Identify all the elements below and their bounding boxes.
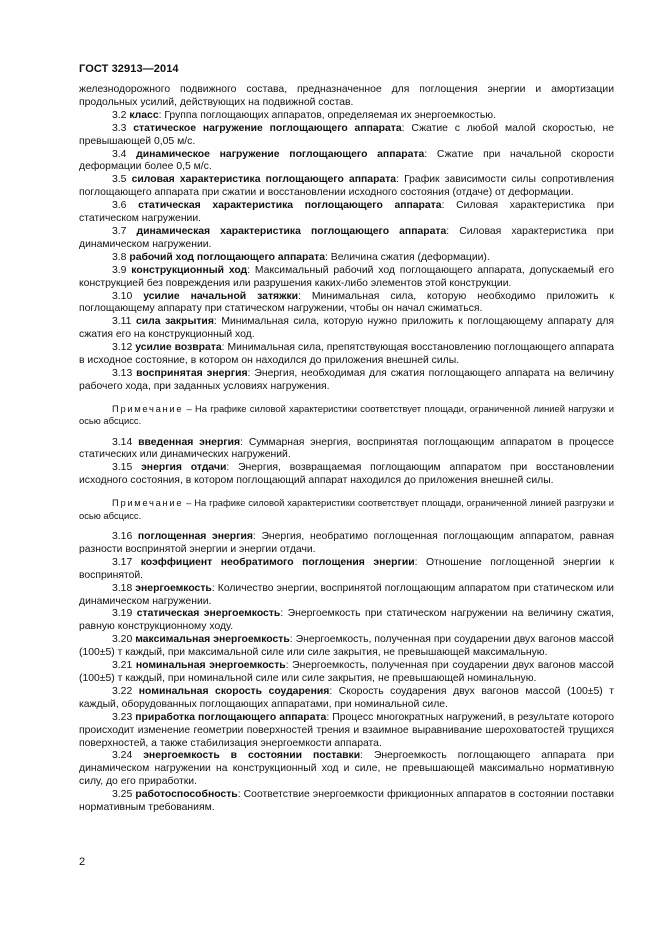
document-header: ГОСТ 32913—2014 [79,63,179,75]
term-paragraph: 3.17 коэффициент необратимого поглощения энергии: Отношение поглощенной энергии к воспринятой. [79,556,614,581]
term-paragraph: 3.4 динамическое нагружение поглощающего аппарата: Сжатие при начальной скорости деформации более 0,5 м/с. [79,148,614,173]
term-paragraph: 3.10 усилие начальной затяжки: Минимальная сила, которую необходимо приложить к поглощающему аппарату при статическом нагружении, чтобы он начал сжиматься. [79,290,615,315]
term-paragraph: 3.25 работоспособность: Соответствие энергоемкости фрикционных аппаратов в состоянии поставки нормативным требованиям. [79,789,614,814]
note-2: Примечание – На графике силовой характеристики соответствует площади, ограниченной линией разгрузки и осью абсцисс. [79,497,614,521]
term-paragraph: 3.16 поглощенная энергия: Энергия, необратимо поглощенная поглощающим аппаратом, равная разности воспринятой энергии и энергии отдачи. [79,531,615,555]
term-paragraph: 3.9 конструкционный ход: Максимальный рабочий ход поглощающего аппарата, допускаемый его конструкцией без повреждения или разрушения каких-либо элементов этой конструкции. [79,264,614,289]
terms-list-1 [79,110,614,394]
term-paragraph: 3.7 динамическая характеристика поглощающего аппарата: Силовая характеристика при динамическом нагружении. [79,225,614,250]
term-paragraph: 3.12 усилие возврата: Минимальная сила, препятствующая восстановлению поглощающего аппарата в исходное состояние, в котором он находился до приложения внешней силы. [79,342,614,367]
term-paragraph: 3.2 класс: Группа поглощающих аппаратов, определяемая их энергоемкостью. [112,109,496,121]
term-paragraph: 3.22 номинальная скорость соударения: Скорость соударения двух вагонов массой (100±5) т каждый, оборудованных поглощающих аппаратами, при номинальной силе. [79,685,615,710]
term-paragraph: 3.21 номинальная энергоемкость: Энергоемкость, полученная при соударении двух вагонов массой (100±5) т каждый, при номинальной силе или силе закрытия, не превышающей номинальную. [79,660,614,684]
term-paragraph: 3.19 статическая энергоемкость: Энергоемкость при статическом нагружении на величину сжатия, равную конструкционному ходу. [79,608,615,633]
term-paragraph: 3.18 энергоемкость: Количество энергии, воспринятой поглощающим аппаратом при статическом или динамическом нагружении. [79,582,614,607]
term-paragraph: 3.13 воспринятая энергия: Энергия, необходимая для сжатия поглощающего аппарата на величину рабочего хода, при заданных условиях нагружения. [79,367,614,392]
term-paragraph: 3.5 силовая характеристика поглощающего аппарата: График зависимости силы сопротивления поглощающего аппарата при сжатии и восстановлении исходного состояния (отдаче) от деформации. [79,174,614,199]
term-paragraph: 3.14 введенная энергия: Суммарная энергия, воспринятая поглощающим аппаратом в процессе статических или динамических нагружений. [79,436,614,461]
terms-list-3 [79,531,614,815]
term-paragraph: 3.24 энергоемкость в состоянии поставки: Энергоемкость поглощающего аппарата при динамическом нагружении на конструкционный ход и силе, не превышающей максимально нормативную силу, до его приработки. [79,750,614,788]
terms-list-2 [79,437,614,489]
term-paragraph: 3.20 максимальная энергоемкость: Энергоемкость, полученная при соударении двух вагонов массой (100±5) т каждый, при максимальной силе или силе закрытия, не превышающей максимальную. [79,634,614,659]
term-paragraph: 3.23 приработка поглощающего аппарата: Процесс многократных нагружений, в результате которого происходит изменение геометрии поверхностей трения и взаимное выравнивание шероховатостей трущихся поверхностей, а также стабилизация энергоемкости аппарата. [79,711,614,749]
intro-paragraph: железнодорожного подвижного состава, предназначенное для поглощения энергии и амортизации продольных усилий, действующих на подвижной состав. [79,84,614,108]
page-number: 2 [79,856,86,868]
term-paragraph: 3.15 энергия отдачи: Энергия, возвращаемая поглощающим аппаратом при восстановлении исходного состояния, в котором поглощающий аппарат находился до приложения внешней силы. [79,462,615,487]
document-body [79,84,614,815]
term-paragraph: 3.8 рабочий ход поглощающего аппарата: Величина сжатия (деформации). [112,251,490,263]
note-1: Примечание – На графике силовой характеристики соответствует площади, ограниченной линией нагрузки и осью абсцисс. [79,402,614,427]
term-paragraph: 3.11 сила закрытия: Минимальная сила, которую нужно приложить к поглощающему аппарату для сжатия его на конструкционный ход. [79,316,615,341]
term-paragraph: 3.6 статическая характеристика поглощающего аппарата: Силовая характеристика при статическом нагружении. [79,200,615,225]
term-paragraph: 3.3 статическое нагружение поглощающего аппарата: Сжатие с любой малой скоростью, не превышающей 0,05 м/с. [79,122,614,147]
